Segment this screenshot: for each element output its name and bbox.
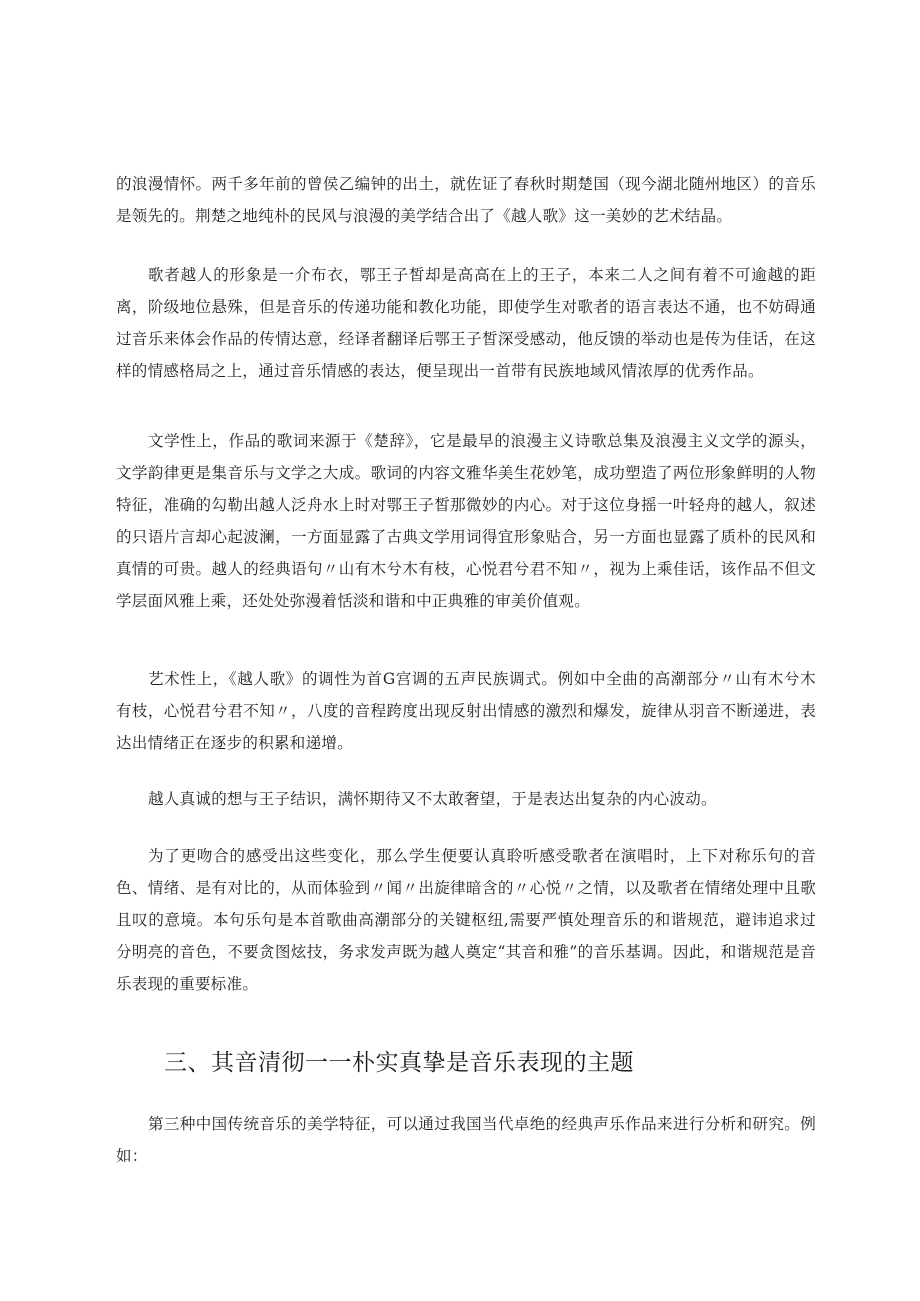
paragraph-6: 为了更吻合的感受出这些变化，那么学生便要认真聆听感受歌者在演唱时，上下对称乐句的音色、情绪、是有对比的，从而体验到〃闻〃出旋律暗含的〃心悦〃之情，以及歌者在情绪处理中且歌且叹的意境。本句乐句是本首歌曲高潮部分的关键枢纽,需要严慎处理音乐的和谐规范，避讳追求过分明亮的音色，不要贪图炫技，务求发声既为越人奠定“其音和雅”的音乐基调。因此，和谐规范是音乐表现的重要标准。 [116, 847, 816, 993]
paragraph-3: 文学性上，作品的歌词来源于《楚辞》，它是最早的浪漫主义诗歌总集及浪漫主义文学的源头，文学韵律更是集音乐与文学之大成。歌词的内容文雅华美生花妙笔，成功塑造了两位形象鲜明的人物特征，准确的勾勒出越人泛舟水上时对鄂王子皙那微妙的内心。对于这位身摇一叶轻舟的越人，叙述的只语片言却心起波澜，一方面显露了古典文学用词得宜形象贴合，另一方面也显露了质朴的民风和真情的可贵。越人的经典语句〃山有木兮木有枝，心悦君兮君不知〃，视为上乘佳话，该作品不但文学层面风雅上乘，还处处弥漫着恬淡和谐和中正典雅的审美价值观。 [116, 432, 816, 610]
paragraph-2: 歌者越人的形象是一介布衣，鄂王子皙却是高高在上的王子，本来二人之间有着不可逾越的距离，阶级地位悬殊，但是音乐的传递功能和教化功能，即使学生对歌者的语言表达不通，也不妨碍通过音乐来体会作品的传情达意，经译者翻译后鄂王子皙深受感动，他反馈的举动也是传为佳话，在这样的情感格局之上，通过音乐情感的表达，便呈现出一首带有民族地域风情浓厚的优秀作品。 [116, 266, 816, 380]
paragraph-1: 的浪漫情怀。两千多年前的曾侯乙编钟的出土，就佐证了春秋时期楚国（现今湖北随州地区）的音乐是领先的。荆楚之地纯朴的民风与浪漫的美学结合出了《越人歌》这一美妙的艺术结晶。 [116, 175, 816, 225]
closing-paragraph: 第三种中国传统音乐的美学特征，可以通过我国当代卓绝的经典声乐作品来进行分析和研究。例如： [116, 1115, 816, 1165]
paragraph-4: 艺术性上，《越人歌》的调性为首G宫调的五声民族调式。例如中全曲的高潮部分〃山有木兮木有枝，心悦君兮君不知〃，八度的音程跨度出现反射出情感的激烈和爆发，旋律从羽音不断递进，表达出情绪正在逐步的积累和递增。 [116, 670, 816, 752]
section-heading: 三、其音清彻一一朴实真挚是音乐表现的主题 [164, 1050, 634, 1076]
paragraph-5: 越人真诚的想与王子结识，满怀期待又不太敢奢望，于是表达出复杂的内心波动。 [148, 790, 717, 808]
